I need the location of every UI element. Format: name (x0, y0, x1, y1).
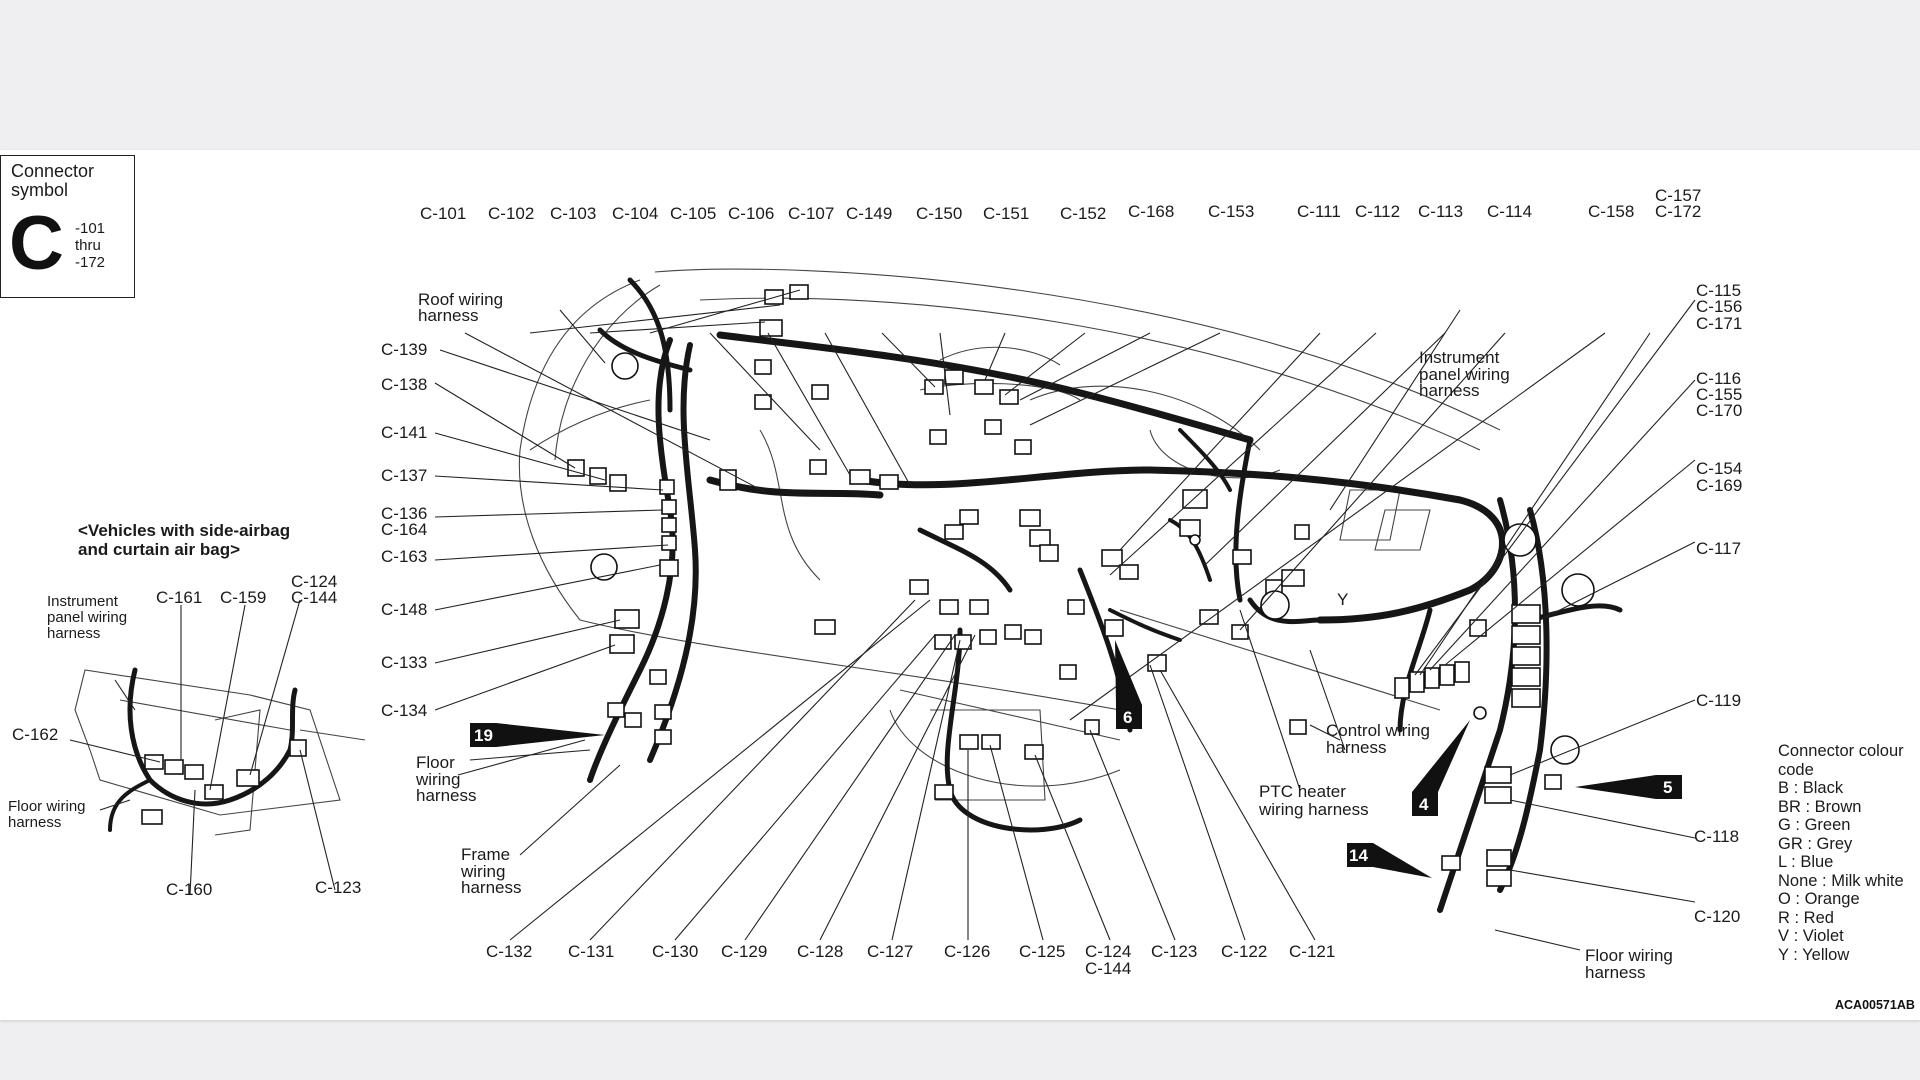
label-c129: C-129 (721, 942, 768, 961)
label-c134: C-134 (381, 701, 428, 720)
label-c152: C-152 (1060, 204, 1107, 223)
badge-19 (470, 723, 605, 747)
label-c171: C-171 (1696, 314, 1743, 333)
harness-label-ptc: PTC heater wiring harness (1259, 782, 1369, 819)
legend-title-line1: Connector colour (1778, 742, 1904, 760)
range-start: -101 (75, 220, 106, 237)
label-c107: C-107 (788, 204, 835, 223)
label-c137: C-137 (381, 466, 428, 485)
inset-label-c159: C-159 (220, 588, 267, 607)
label-c121: C-121 (1289, 942, 1336, 961)
harness-label-floor-right: Floor wiring harness (1585, 946, 1673, 982)
legend-item: V : Violet (1778, 927, 1844, 945)
inset-harness-instrument: Instrument panel wiring harness (47, 593, 128, 642)
label-c164: C-164 (381, 520, 428, 539)
legend-item: Y : Yellow (1778, 945, 1850, 964)
left-labels (381, 340, 427, 720)
legend-item: BR : Brown (1778, 797, 1862, 816)
inset-drawing (70, 600, 365, 895)
label-c156: C-156 (1696, 297, 1743, 316)
top-labels (420, 186, 1701, 223)
label-c158: C-158 (1588, 202, 1635, 221)
harness-label-roof: Roof wiring harness (418, 290, 504, 325)
label-c132: C-132 (486, 942, 533, 961)
label-c138: C-138 (381, 375, 428, 394)
label-c131: C-131 (568, 942, 615, 961)
inset-heading: <Vehicles with side-airbag and curtain air bag> (78, 521, 291, 559)
label-c105: C-105 (670, 204, 717, 223)
label-c155: C-155 (1696, 385, 1743, 404)
label-c130: C-130 (652, 942, 699, 961)
label-c119: C-119 (1696, 691, 1742, 710)
label-c103: C-103 (550, 204, 597, 223)
badge-5-label: 5 (1663, 778, 1673, 797)
label-c169: C-169 (1696, 476, 1743, 495)
label-c151: C-151 (983, 204, 1030, 223)
wiring-diagram (0, 150, 1920, 1020)
label-c125: C-125 (1019, 942, 1066, 961)
label-c102: C-102 (488, 204, 535, 223)
label-c128: C-128 (797, 942, 844, 961)
label-c118: C-118 (1694, 827, 1740, 846)
harness-label-control: Control wiring harness (1326, 721, 1430, 757)
document-code: ACA00571AB (1835, 998, 1915, 1012)
label-c144: C-144 (1085, 959, 1132, 978)
inset-harness-floor: Floor wiring harness (8, 798, 86, 831)
label-c149: C-149 (846, 204, 893, 223)
connector-symbol-letter: C (9, 201, 64, 286)
label-c116: C-116 (1696, 369, 1742, 388)
label-c148: C-148 (381, 600, 428, 619)
label-c122: C-122 (1221, 942, 1268, 961)
label-c113: C-113 (1418, 202, 1464, 221)
inset-label-c160: C-160 (166, 880, 213, 899)
legend-item: B : Black (1778, 779, 1844, 797)
badge-6-label: 6 (1123, 708, 1133, 727)
badge-14 (1347, 843, 1432, 878)
harness-label-y: Y (1337, 590, 1349, 609)
label-c126: C-126 (944, 942, 991, 961)
legend-item: G : Green (1778, 816, 1851, 834)
range-thru: thru (75, 237, 101, 254)
label-c170: C-170 (1696, 401, 1743, 420)
label-c154: C-154 (1696, 459, 1743, 478)
label-c157: C-157 (1655, 186, 1702, 205)
legend-item: GR : Grey (1778, 834, 1853, 853)
range-end: -172 (75, 254, 106, 271)
label-c120: C-120 (1694, 907, 1741, 926)
harness-label-floor-left: Floor wiring harness (416, 753, 477, 805)
harness-label-frame: Frame wiring harness (461, 845, 522, 897)
label-c141: C-141 (381, 423, 428, 442)
legend-item: None : Milk white (1778, 871, 1904, 890)
badge-19-label: 19 (474, 726, 493, 745)
inset-label-c161: C-161 (156, 588, 203, 607)
label-c168: C-168 (1128, 202, 1175, 221)
legend-item: R : Red (1778, 908, 1834, 927)
badge-6 (1115, 640, 1142, 729)
label-c114: C-114 (1487, 202, 1533, 221)
label-c133: C-133 (381, 653, 428, 672)
badge-4-label: 4 (1419, 795, 1429, 814)
label-c153: C-153 (1208, 202, 1255, 221)
label-c112: C-112 (1355, 202, 1401, 221)
diagram-sheet (0, 150, 1920, 1020)
right-labels (1694, 281, 1742, 926)
inset-label-c162: C-162 (12, 725, 59, 744)
connector-colour-legend (1778, 742, 1904, 964)
badge-5 (1575, 775, 1682, 799)
label-c106: C-106 (728, 204, 775, 223)
label-c172: C-172 (1655, 202, 1702, 221)
connector-symbol-title: Connector symbol (11, 161, 95, 200)
label-c117: C-117 (1696, 539, 1742, 558)
label-c136: C-136 (381, 504, 428, 523)
label-c104: C-104 (612, 204, 659, 223)
legend-title-line2: code (1778, 760, 1814, 779)
legend-item: L : Blue (1778, 853, 1834, 871)
label-c101: C-101 (420, 204, 467, 223)
legend-item: O : Orange (1778, 890, 1860, 908)
inset-label-c124: C-124 (291, 572, 338, 591)
label-c127: C-127 (867, 942, 914, 961)
badge-14-label: 14 (1349, 846, 1368, 865)
bottom-labels (486, 942, 1335, 978)
label-c163: C-163 (381, 547, 428, 566)
harness-label-instrument: Instrument panel wiring harness (1419, 348, 1510, 400)
label-c139: C-139 (381, 340, 428, 359)
inset-label-c144: C-144 (291, 588, 338, 607)
label-c124: C-124 (1085, 942, 1132, 961)
label-c111: C-111 (1297, 202, 1341, 221)
label-c123: C-123 (1151, 942, 1198, 961)
inset-label-c123: C-123 (315, 878, 362, 897)
label-c150: C-150 (916, 204, 963, 223)
label-c115: C-115 (1696, 281, 1742, 300)
